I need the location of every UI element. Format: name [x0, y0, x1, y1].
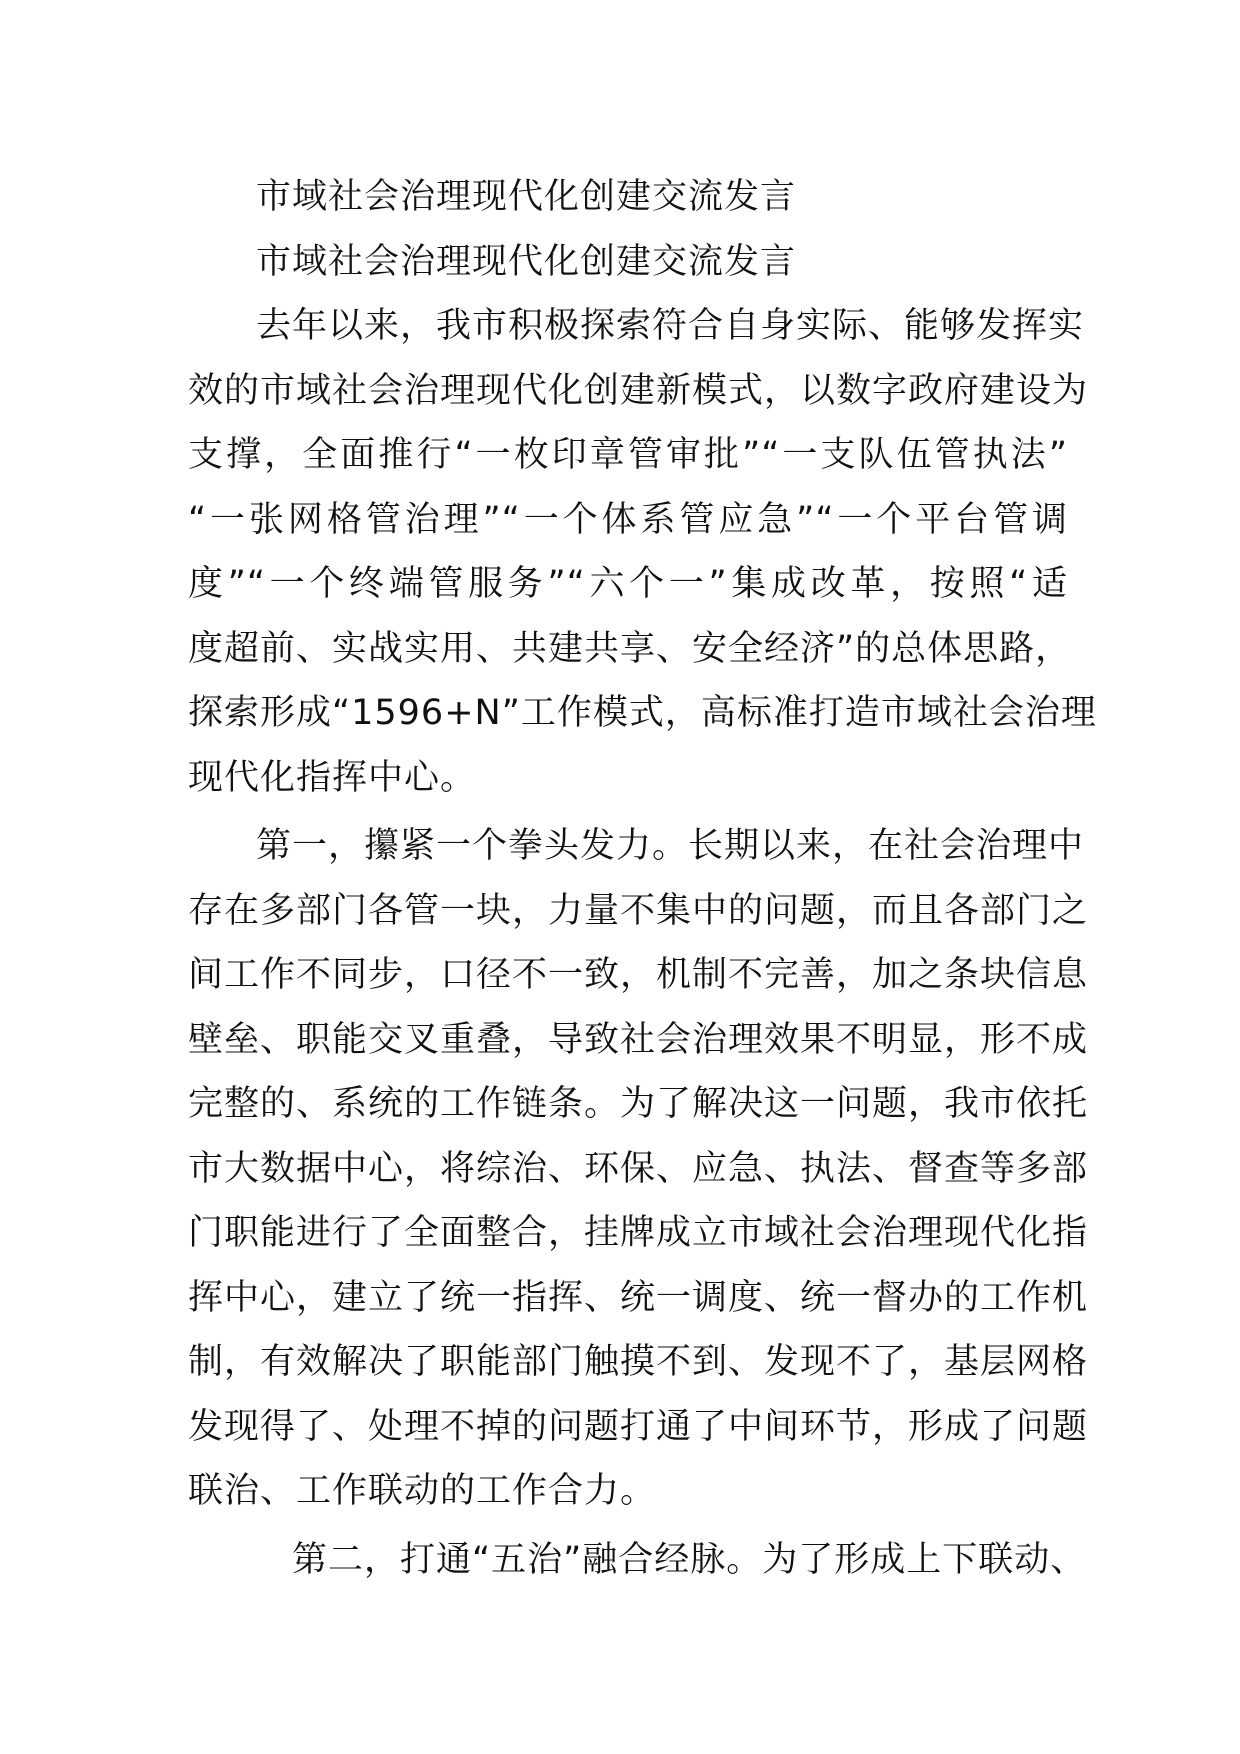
- paragraph-line: 去年以来，我市积极探索符合自身实际、能够发挥实: [256, 306, 1085, 346]
- paragraph-line: 现代化指挥中心。: [188, 757, 477, 798]
- document-body: [188, 165, 1097, 1592]
- document-title: 市域社会治理现代化创建交流发言: [256, 177, 797, 217]
- paragraph-line: 度超前、实战实用、共建共享、安全经济”的总体思路，: [188, 628, 1072, 669]
- paragraph-line: 壁垒、职能交叉重叠，导致社会治理效果不明显，形不成: [188, 1019, 1089, 1060]
- paragraph-intro: [188, 294, 1097, 810]
- paragraph-line: 挥中心，建立了统一指挥、统一调度、统一督办的工作机: [188, 1277, 1089, 1318]
- paragraph-line: 联治、工作联动的工作合力。: [188, 1471, 657, 1511]
- document-subtitle: 市域社会治理现代化创建交流发言: [256, 241, 797, 282]
- paragraph-line: 完整的、系统的工作链条。为了解决这一问题，我市依托: [188, 1084, 1089, 1124]
- paragraph-second-point: [188, 1528, 1087, 1593]
- paragraph-first-point: [188, 814, 1089, 1524]
- paragraph-line: 第二，打通“五治”融合经脉。为了形成上下联动、: [292, 1539, 1087, 1580]
- paragraph-line: 市大数据中心，将综治、环保、应急、执法、督查等多部: [188, 1148, 1089, 1189]
- paragraph-line: 度”“一个终端管服务”“六个一”集成改革，按照“适: [188, 564, 1068, 604]
- paragraph-line: 制，有效解决了职能部门触摸不到、发现不了，基层网格: [188, 1342, 1089, 1382]
- paragraph-line: 存在多部门各管一块，力量不集中的问题，而且各部门之: [188, 890, 1089, 931]
- paragraph-line: 第一，攥紧一个拳头发力。长期以来，在社会治理中: [256, 826, 1085, 866]
- paragraph-line: 探索形成“1596+N”工作模式，高标准打造市域社会治理: [188, 693, 1097, 733]
- paragraph-line: 门职能进行了全面整合，挂牌成立市域社会治理现代化指: [188, 1213, 1089, 1253]
- paragraph-line: 间工作不同步，口径不一致，机制不完善，加之条块信息: [188, 955, 1089, 995]
- paragraph-line: 发现得了、处理不掉的问题打通了中间环节，形成了问题: [188, 1406, 1089, 1447]
- paragraph-line: 支撑，全面推行“一枚印章管审批”“一支队伍管执法”: [188, 435, 1068, 475]
- paragraph-line: “一张网格管治理”“一个体系管应急”“一个平台管调: [188, 499, 1068, 540]
- paragraph-line: 效的市域社会治理现代化创建新模式，以数字政府建设为: [188, 370, 1089, 411]
